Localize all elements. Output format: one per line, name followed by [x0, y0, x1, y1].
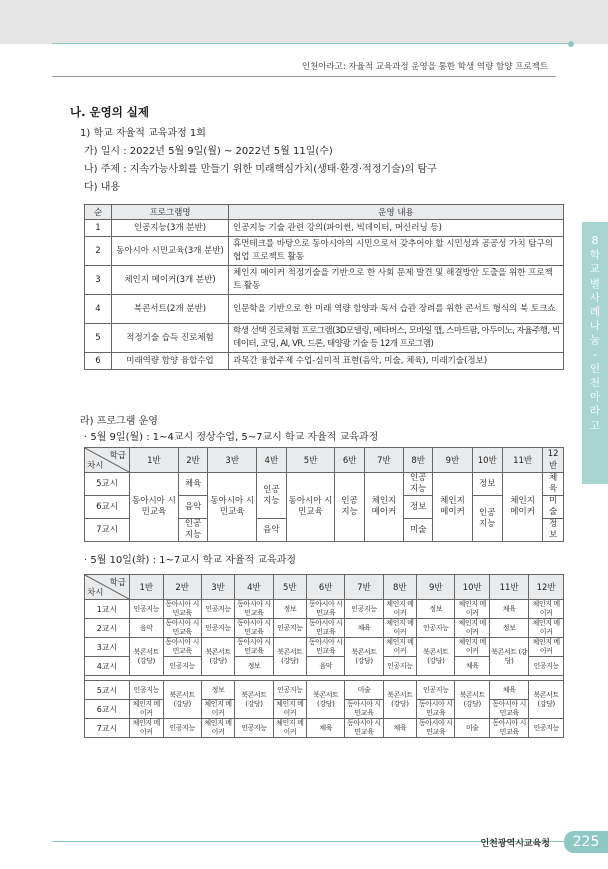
row-number: 1	[85, 220, 112, 237]
schedule-cell: 인공지능	[235, 719, 273, 738]
schedule-cell: 체인지 메이커	[383, 619, 417, 638]
schedule-cell: 체인지 메이커	[201, 700, 235, 719]
top-band	[0, 0, 608, 44]
class-header: 6반	[307, 575, 345, 600]
period-label: 3교시	[85, 638, 130, 657]
table-row	[85, 220, 564, 237]
top-divider	[52, 43, 572, 44]
class-header: 11반	[503, 448, 543, 473]
class-header: 8반	[383, 575, 417, 600]
program-content: 인문학을 기반으로 한 미래 역량 함양과 독서 습관 장려를 위한 콘서트 형식의 북 토크쇼	[229, 295, 564, 324]
corner-class-label: 학급	[109, 578, 126, 588]
class-header: 4반	[235, 575, 273, 600]
class-header: 3반	[201, 575, 235, 600]
schedule-cell: 체육	[455, 657, 490, 676]
program-name: 체인지 메이커(3개 분반)	[112, 266, 229, 295]
publisher-name: 인천광역시교육청	[480, 839, 550, 849]
schedule-cell: 체인지 메이커	[383, 600, 417, 619]
schedule-cell: 인공 지능	[178, 519, 207, 542]
period-label: 6교시	[85, 496, 130, 519]
may9-schedule-table	[84, 447, 564, 542]
program-content: 과목간 융합주제 수업-심미적 표현(음악, 미술, 체육), 미래기술(정보)	[229, 353, 564, 370]
schedule-cell: 체인지 메이커	[433, 473, 472, 542]
table-row	[85, 638, 564, 657]
schedule-cell: 체인지 메이커	[529, 619, 564, 638]
schedule-cell: 체육	[307, 719, 345, 738]
schedule-cell: 인공지능	[130, 600, 164, 619]
class-header: 1반	[130, 575, 164, 600]
period-label: 1교시	[85, 600, 130, 619]
program-content: 체인지 메이커 적정기술을 기반으로 한 사회 문제 발견 및 해결방안 도출을 위한 프로젝트 활동	[229, 266, 564, 295]
class-header: 10반	[472, 448, 502, 473]
subsection-1: 1) 학교 자율적 교육과정 1회	[80, 128, 206, 139]
schedule-cell: 인공지능	[383, 657, 417, 676]
program-table	[84, 204, 564, 370]
col-program: 프로그램명	[112, 205, 229, 220]
row-number: 4	[85, 295, 112, 324]
col-content: 운영 내용	[229, 205, 564, 220]
table-row	[85, 353, 564, 370]
schedule-cell: 음악	[178, 496, 207, 519]
schedule-cell: 북콘서트 (강당)	[417, 638, 455, 676]
class-header: 2반	[178, 448, 207, 473]
table-row	[85, 473, 564, 496]
program-content: 인공지능 기술 관련 강의(파이썬, 빅데이터, 머신러닝 등)	[229, 220, 564, 237]
side-tab-char: 천	[589, 377, 601, 390]
row-number: 6	[85, 353, 112, 370]
schedule-cell: 체인지 메이커	[130, 719, 164, 738]
schedule-cell: 음악	[257, 519, 286, 542]
schedule-cell: 북콘서트 (강당)	[455, 681, 490, 719]
schedule-cell: 동아시아 시민교육	[489, 719, 528, 738]
class-header: 9반	[417, 575, 455, 600]
schedule-cell: 동아시아 시민교육	[235, 600, 273, 619]
side-tab-char: 눔	[589, 334, 601, 347]
table-row	[85, 719, 564, 738]
side-tab-char: 교	[589, 263, 601, 276]
side-tab-char: -	[593, 348, 597, 361]
schedule-cell: 미술	[543, 496, 564, 519]
corner-period-label: 차시	[87, 461, 104, 471]
schedule-cell: 체인지 메이커	[130, 700, 164, 719]
schedule-cell: 인공지능	[417, 681, 455, 700]
schedule-cell: 미술	[455, 719, 490, 738]
table-row	[85, 619, 564, 638]
period-label: 6교시	[85, 700, 130, 719]
schedule-cell: 인공지능	[201, 600, 235, 619]
schedule-cell: 북콘서트 (강당)	[163, 681, 201, 719]
program-name: 미래역량 함양 융합수업	[112, 353, 229, 370]
schedule-cell: 체육	[543, 473, 564, 496]
class-header: 9반	[433, 448, 472, 473]
class-header: 1반	[130, 448, 179, 473]
schedule-cell: 북콘서트 (강당)	[235, 681, 273, 719]
class-header: 5반	[286, 448, 335, 473]
corner-cell	[85, 448, 130, 473]
program-name: 동아시아 시민교육(3개 분반)	[112, 237, 229, 266]
table-row	[85, 681, 564, 700]
schedule-cell: 북콘서트 (강당)	[273, 638, 307, 676]
row-number: 3	[85, 266, 112, 295]
schedule-cell: 북콘서트 (강당)	[307, 681, 345, 719]
table-row	[85, 266, 564, 295]
side-tab-char: 나	[589, 320, 601, 333]
schedule-cell: 정보	[472, 473, 502, 496]
section-title: 나. 운영의 실제	[70, 105, 150, 119]
schedule-cell: 체인지 메이커	[529, 638, 564, 657]
schedule-cell: 인공지능	[273, 619, 307, 638]
side-tab-char: 별	[589, 277, 601, 290]
schedule-cell: 체육	[489, 681, 528, 700]
class-header: 7반	[345, 575, 383, 600]
program-name: 북콘서트(2개 분반)	[112, 295, 229, 324]
schedule-cell: 체인지 메이커	[364, 473, 403, 542]
may10-title: · 5월 10일(화) : 1~7교시 학교 자율적 교육과정	[84, 555, 297, 566]
period-label: 7교시	[85, 519, 130, 542]
schedule-cell: 동아시아 시민교육	[417, 719, 455, 738]
schedule-cell: 정보	[403, 496, 432, 519]
class-header: 8반	[403, 448, 432, 473]
schedule-cell: 체육	[383, 719, 417, 738]
schedule-cell: 인공 지능	[472, 496, 502, 542]
row-number: 2	[85, 237, 112, 266]
side-tab-char: 라	[589, 405, 601, 418]
schedule-cell: 인공지능	[163, 719, 201, 738]
schedule-cell: 정보	[543, 519, 564, 542]
schedule-cell: 체육	[489, 600, 528, 619]
schedule-cell: 북콘서트 (강당)	[345, 638, 383, 676]
table-row	[85, 237, 564, 266]
class-header: 5반	[273, 575, 307, 600]
side-tab-char: 8	[591, 235, 599, 247]
class-header: 12반	[529, 575, 564, 600]
schedule-cell: 동아시아 시민교육	[163, 619, 201, 638]
class-header: 6반	[335, 448, 364, 473]
schedule-cell: 동아시아 시민교육	[286, 473, 335, 542]
page-number: 225	[564, 831, 608, 853]
schedule-cell: 동아시아 시민교육	[489, 700, 528, 719]
schedule-cell: 음악	[307, 657, 345, 676]
class-header: 3반	[208, 448, 257, 473]
schedule-cell: 인공 지능	[403, 473, 432, 496]
table-header-row	[85, 448, 564, 473]
schedule-cell: 동아시아 시민교육	[307, 638, 345, 657]
schedule-cell: 동아시아 시민교육	[345, 719, 383, 738]
schedule-cell: 인공지능	[529, 719, 564, 738]
schedule-cell: 정보	[273, 600, 307, 619]
side-tab-char: 례	[589, 306, 601, 319]
table-header-row	[85, 205, 564, 220]
schedule-cell: 음악	[130, 619, 164, 638]
program-content: 학생 선택 진로체험 프로그램(3D모델링, 메타버스, 모바일 앱, 스마트팜, 아두이노, 자율주행, 빅데이터, 코딩, AI, VR, 드론, 태양광 기술 등 12개 프로그램)	[229, 324, 564, 353]
corner-class-label: 학급	[109, 451, 126, 461]
class-header: 12반	[543, 448, 564, 473]
schedule-cell: 체인지 메이커	[503, 473, 543, 542]
schedule-cell: 인공 지능	[257, 473, 286, 519]
schedule-cell: 인공지능	[345, 600, 383, 619]
schedule-cell: 인공지능	[163, 657, 201, 676]
chapter-side-tab[interactable]	[582, 222, 608, 484]
class-header: 7반	[364, 448, 403, 473]
schedule-cell: 동아시아 시민교육	[345, 700, 383, 719]
schedule-cell: 동아시아 시민교육	[163, 638, 201, 657]
schedule-cell: 체육	[345, 619, 383, 638]
side-tab-char: 학	[589, 249, 601, 262]
schedule-cell: 북콘서트 (강당)	[130, 638, 164, 676]
schedule-cell: 인공지능	[529, 657, 564, 676]
item-na: 나) 주제 : 지속가능사회를 만들기 위한 미래핵심가치(생태·환경·적정기술)의 탐구	[84, 164, 437, 175]
schedule-cell: 정보	[489, 619, 528, 638]
program-name: 적정기술 습득 진로체험	[112, 324, 229, 353]
schedule-cell: 체인지 메이커	[455, 638, 490, 657]
schedule-cell: 정보	[417, 600, 455, 619]
schedule-cell: 체인지 메이커	[529, 600, 564, 619]
schedule-cell: 정보	[201, 681, 235, 700]
may10-schedule-table	[84, 574, 564, 738]
item-da: 다) 내용	[84, 182, 121, 193]
col-no: 순	[85, 205, 112, 220]
class-header: 10반	[455, 575, 490, 600]
schedule-cell: 체육	[178, 473, 207, 496]
item-ra: 라) 프로그램 운영	[80, 416, 158, 427]
side-tab-char: 사	[589, 291, 601, 304]
schedule-cell: 동아시아 시민교육	[417, 700, 455, 719]
row-number: 5	[85, 324, 112, 353]
class-header: 2반	[163, 575, 201, 600]
schedule-cell: 체인지 메이커	[455, 619, 490, 638]
schedule-cell: 미술	[345, 681, 383, 700]
schedule-cell: 동아시아 시민교육	[235, 638, 273, 657]
table-row	[85, 295, 564, 324]
period-label: 2교시	[85, 619, 130, 638]
item-ga: 가) 일시 : 2022년 5월 9일(월) ~ 2022년 5월 11일(수)	[84, 146, 333, 157]
schedule-cell: 인공지능	[417, 619, 455, 638]
schedule-cell: 체인지 메이커	[273, 700, 307, 719]
header-rule	[52, 76, 556, 77]
side-tab-char: 고	[589, 419, 601, 432]
period-label: 4교시	[85, 657, 130, 676]
schedule-cell: 체인지 메이커	[201, 719, 235, 738]
schedule-cell: 정보	[235, 657, 273, 676]
side-tab-char: 아	[589, 391, 601, 404]
schedule-cell: 체인지 메이커	[455, 600, 490, 619]
schedule-cell: 체인지 메이커	[383, 638, 417, 657]
may9-title: · 5월 9일(월) : 1~4교시 정상수업, 5~7교시 학교 자율적 교육과정	[84, 432, 379, 443]
program-content: 휴먼테크를 바탕으로 동아시아의 시민으로서 갖추어야 할 시민성과 공공성 가치 탐구의 협업 프로젝트 활동	[229, 237, 564, 266]
schedule-cell: 동아시아 시민교육	[235, 619, 273, 638]
period-label: 5교시	[85, 681, 130, 700]
schedule-cell: 동아시아 시민교육	[130, 473, 179, 542]
table-row	[85, 324, 564, 353]
table-row	[85, 600, 564, 619]
schedule-cell: 북콘서트 (강당)	[489, 638, 528, 676]
side-tab-char: 인	[589, 362, 601, 375]
schedule-cell: 인공지능	[273, 681, 307, 700]
schedule-cell: 미술	[403, 519, 432, 542]
top-dot	[568, 41, 574, 47]
schedule-cell: 동아시아 시민교육	[307, 600, 345, 619]
schedule-cell: 인공지능	[130, 681, 164, 700]
schedule-cell: 인공지능	[201, 619, 235, 638]
period-label: 5교시	[85, 473, 130, 496]
schedule-cell: 체인지 메이커	[273, 719, 307, 738]
corner-period-label: 차시	[87, 588, 104, 598]
schedule-cell: 북콘서트 (강당)	[529, 681, 564, 719]
period-label: 7교시	[85, 719, 130, 738]
schedule-cell: 북콘서트 (강당)	[383, 681, 417, 719]
schedule-cell: 동아시아 시민교육	[307, 619, 345, 638]
class-header: 4반	[257, 448, 286, 473]
class-header: 11반	[489, 575, 528, 600]
schedule-cell: 동아시아 시민교육	[163, 600, 201, 619]
program-name: 인공지능(3개 분반)	[112, 220, 229, 237]
running-header: 인천아라고: 자율적 교육과정 운영을 통한 학생 역량 함양 프로젝트	[301, 62, 548, 72]
schedule-cell: 인공 지능	[335, 473, 364, 542]
corner-cell	[85, 575, 130, 600]
schedule-cell: 북콘서트 (강당)	[201, 638, 235, 676]
table-header-row	[85, 575, 564, 600]
schedule-cell: 동아시아 시민교육	[208, 473, 257, 542]
